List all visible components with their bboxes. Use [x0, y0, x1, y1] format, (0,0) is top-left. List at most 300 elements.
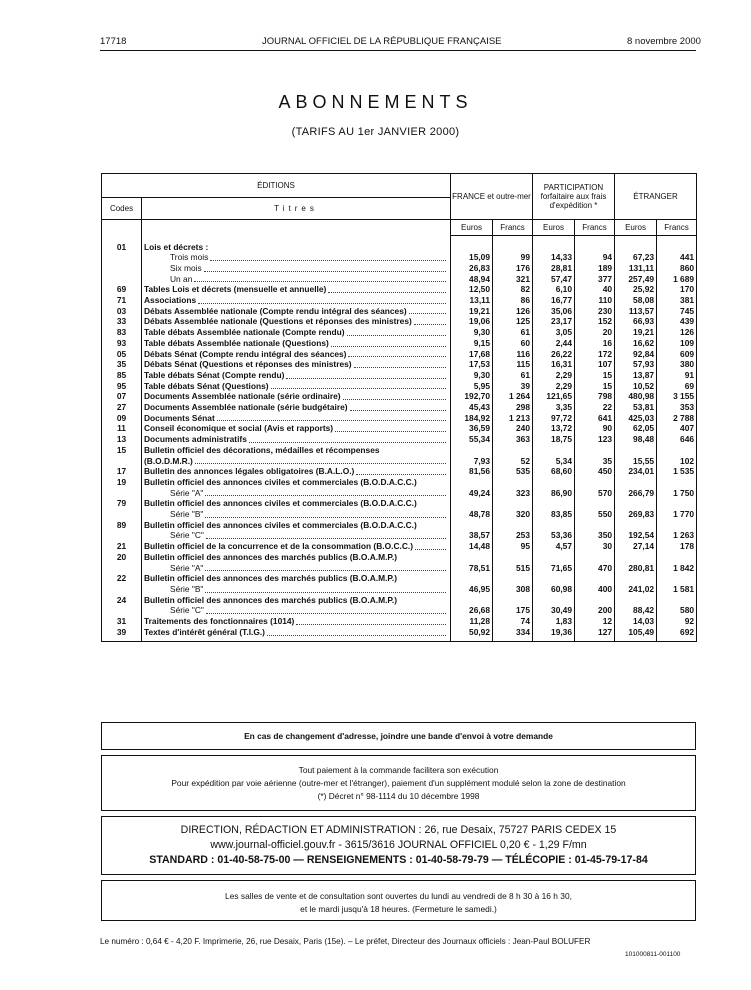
- price-e1: 26,68: [451, 605, 493, 616]
- price-e3: 88,42: [615, 605, 657, 616]
- price-e2: 6,10: [533, 284, 575, 295]
- price-e2: [533, 595, 575, 606]
- price-e2: 121,65: [533, 391, 575, 402]
- currency-euros: Euros: [615, 220, 657, 236]
- price-e1: 184,92: [451, 413, 493, 424]
- price-e3: 280,81: [615, 563, 657, 574]
- row-code: 13: [116, 434, 127, 445]
- row-title: Série "C": [170, 530, 204, 541]
- row-code: 35: [116, 359, 127, 370]
- row-title: Conseil économique et social (Avis et rapports): [144, 423, 334, 434]
- payment-line: Tout paiement à la commande facilitera son exécution: [298, 765, 499, 775]
- price-f3: 441: [657, 252, 697, 263]
- price-f3: 353: [657, 402, 697, 413]
- price-e3: 131,11: [615, 263, 657, 274]
- price-f1: 95: [493, 541, 533, 552]
- issue-date: 8 novembre 2000: [627, 36, 701, 47]
- row-title: Table débats Assemblée nationale (Compte rendu): [144, 327, 345, 338]
- price-f2: 90: [575, 423, 615, 434]
- row-code: 11: [117, 423, 126, 434]
- price-f1: 86: [493, 295, 533, 306]
- participation-header: PARTICIPATION forfaitaire aux frais d'expédition *: [533, 174, 615, 220]
- row-title: Débats Sénat (Compte rendu intégral des séances): [144, 348, 347, 359]
- row-title: Tables Lois et décrets (mensuelle et annuelle): [144, 284, 327, 295]
- price-e1: [451, 477, 493, 488]
- row-title: Documents Assemblée nationale (série ordinaire): [144, 391, 341, 402]
- price-f2: 200: [575, 605, 615, 616]
- row-code: 19: [116, 476, 127, 487]
- price-e3: [615, 242, 657, 253]
- page-title: ABONNEMENTS: [278, 92, 473, 112]
- price-f1: 61: [493, 327, 533, 338]
- table-row: [102, 306, 697, 317]
- price-f3: 109: [657, 338, 697, 349]
- table-row: [102, 252, 697, 263]
- row-code: 05: [116, 348, 127, 359]
- price-e3: 25,92: [615, 284, 657, 295]
- table-row: [102, 338, 697, 349]
- row-code: 69: [116, 284, 127, 295]
- price-f2: 94: [575, 252, 615, 263]
- table-row: [102, 242, 697, 253]
- table-row: [102, 627, 697, 638]
- price-e2: 19,36: [533, 627, 575, 638]
- table-row: [102, 295, 697, 306]
- row-code: 22: [116, 573, 127, 584]
- row-code: [102, 509, 142, 520]
- price-e3: 234,01: [615, 466, 657, 477]
- price-f2: 110: [575, 295, 615, 306]
- table-row: [102, 498, 697, 509]
- row-code: 95: [116, 380, 127, 391]
- currency-euros: Euros: [451, 220, 493, 236]
- row-title: Textes d'intérêt général (T.I.G.): [144, 626, 265, 637]
- row-title: Série "C": [170, 605, 204, 616]
- price-f3: 1 263: [657, 530, 697, 541]
- price-f2: [575, 552, 615, 563]
- price-e3: 192,54: [615, 530, 657, 541]
- price-e3: 19,21: [615, 327, 657, 338]
- price-f2: [575, 520, 615, 531]
- table-row: [102, 488, 697, 499]
- price-f2: 470: [575, 563, 615, 574]
- row-code: 01: [116, 241, 127, 252]
- price-f3: 69: [657, 381, 697, 392]
- price-f3: 91: [657, 370, 697, 381]
- price-e2: 1,83: [533, 616, 575, 627]
- price-f3: 178: [657, 541, 697, 552]
- row-title: Six mois: [170, 262, 202, 273]
- price-e3: 67,23: [615, 252, 657, 263]
- price-f3: 1 842: [657, 563, 697, 574]
- price-e2: 14,33: [533, 252, 575, 263]
- price-f1: 115: [493, 359, 533, 370]
- table-row: [102, 520, 697, 531]
- price-f2: 127: [575, 627, 615, 638]
- contact-web: www.journal-officiel.gouv.fr - 3615/3616 JOURNAL OFFICIEL 0,20 € - 1,29 F/mn: [210, 839, 587, 851]
- price-f1: [493, 520, 533, 531]
- price-f3: [657, 498, 697, 509]
- price-f1: 116: [493, 349, 533, 360]
- price-f1: 321: [493, 274, 533, 285]
- row-code: 20: [116, 551, 127, 562]
- row-code: [102, 263, 142, 274]
- price-e1: 17,53: [451, 359, 493, 370]
- price-e2: 71,65: [533, 563, 575, 574]
- table-row: [102, 402, 697, 413]
- price-e3: 15,55: [615, 456, 657, 467]
- row-title: Associations: [144, 295, 197, 306]
- price-f2: [575, 573, 615, 584]
- etranger-header: ÉTRANGER: [615, 174, 697, 220]
- price-e1: 81,56: [451, 466, 493, 477]
- price-e2: 5,34: [533, 456, 575, 467]
- currency-francs: Francs: [657, 220, 697, 236]
- table-row: [102, 359, 697, 370]
- price-f1: 60: [493, 338, 533, 349]
- price-f1: 308: [493, 584, 533, 595]
- price-e2: 4,57: [533, 541, 575, 552]
- price-f1: 39: [493, 381, 533, 392]
- row-title: Table débats Sénat (Questions): [144, 380, 269, 391]
- row-title: Trois mois: [170, 252, 209, 263]
- price-e2: 53,36: [533, 530, 575, 541]
- price-f2: 377: [575, 274, 615, 285]
- price-f1: [493, 552, 533, 563]
- price-e2: 26,22: [533, 349, 575, 360]
- price-e1: 12,50: [451, 284, 493, 295]
- row-title: Documents administratifs: [144, 434, 247, 445]
- price-e1: [451, 552, 493, 563]
- price-e1: 46,95: [451, 584, 493, 595]
- row-code: [102, 488, 142, 499]
- price-e2: 86,90: [533, 488, 575, 499]
- price-e3: [615, 445, 657, 456]
- row-title: Bulletin officiel des annonces civiles et commerciales (B.O.D.A.C.C.): [144, 476, 417, 487]
- price-f3: [657, 520, 697, 531]
- price-f3: 126: [657, 327, 697, 338]
- price-e2: 97,72: [533, 413, 575, 424]
- price-f1: 535: [493, 466, 533, 477]
- price-e1: 9,30: [451, 327, 493, 338]
- price-f1: 363: [493, 434, 533, 445]
- table-row: [102, 263, 697, 274]
- row-code: [102, 252, 142, 263]
- price-f1: [493, 477, 533, 488]
- price-e1: 7,93: [451, 456, 493, 467]
- price-e3: 14,03: [615, 616, 657, 627]
- header-rule: [100, 50, 696, 51]
- price-f1: [493, 595, 533, 606]
- price-f3: 439: [657, 316, 697, 327]
- price-f1: 1 264: [493, 391, 533, 402]
- price-f1: 323: [493, 488, 533, 499]
- price-f1: 320: [493, 509, 533, 520]
- row-code: 31: [116, 616, 127, 627]
- table-row: [102, 605, 697, 616]
- row-code: 33: [116, 316, 127, 327]
- row-title: Un an: [170, 273, 193, 284]
- row-code: 21: [116, 541, 127, 552]
- price-e1: 17,68: [451, 349, 493, 360]
- price-f2: 570: [575, 488, 615, 499]
- price-f2: 550: [575, 509, 615, 520]
- row-title: Lois et décrets :: [144, 241, 209, 252]
- price-f1: 176: [493, 263, 533, 274]
- price-f1: [493, 498, 533, 509]
- row-code: 27: [116, 402, 127, 413]
- price-e2: 2,29: [533, 381, 575, 392]
- row-title: Bulletin officiel des annonces civiles et commerciales (B.O.D.A.C.C.): [144, 498, 417, 509]
- price-f3: 860: [657, 263, 697, 274]
- row-title: Débats Assemblée nationale (Questions et réponses des ministres): [144, 316, 412, 327]
- price-f3: 380: [657, 359, 697, 370]
- footer-reference: 101000811-001100: [625, 951, 681, 958]
- price-e1: [451, 445, 493, 456]
- price-e1: 38,57: [451, 530, 493, 541]
- table-row: [102, 349, 697, 360]
- price-f2: 641: [575, 413, 615, 424]
- price-e1: 11,28: [451, 616, 493, 627]
- price-e1: 48,94: [451, 274, 493, 285]
- row-title: Documents Sénat: [144, 412, 215, 423]
- table-row: [102, 573, 697, 584]
- price-f1: 175: [493, 605, 533, 616]
- price-e3: 269,83: [615, 509, 657, 520]
- table-row: [102, 284, 697, 295]
- table-row: [102, 541, 697, 552]
- price-f3: [657, 552, 697, 563]
- price-e1: 19,06: [451, 316, 493, 327]
- price-f2: 20: [575, 327, 615, 338]
- price-e1: 50,92: [451, 627, 493, 638]
- price-f1: [493, 445, 533, 456]
- price-f3: 1 581: [657, 584, 697, 595]
- price-e3: [615, 520, 657, 531]
- price-e1: 19,21: [451, 306, 493, 317]
- price-f3: [657, 445, 697, 456]
- price-e2: 30,49: [533, 605, 575, 616]
- price-e2: 2,29: [533, 370, 575, 381]
- row-code: 71: [116, 295, 127, 306]
- price-e2: [533, 552, 575, 563]
- table-row: [102, 563, 697, 574]
- row-title: Série "A": [170, 487, 204, 498]
- price-e3: [615, 573, 657, 584]
- table-row: [102, 477, 697, 488]
- row-title: Série "A": [170, 562, 204, 573]
- currency-euros: Euros: [533, 220, 575, 236]
- price-f2: 189: [575, 263, 615, 274]
- price-e1: [451, 520, 493, 531]
- price-f2: 12: [575, 616, 615, 627]
- table-row: [102, 552, 697, 563]
- row-title: Bulletin officiel des décorations, médailles et récompenses: [144, 444, 380, 455]
- price-f2: 172: [575, 349, 615, 360]
- table-row: [102, 434, 697, 445]
- price-f3: [657, 595, 697, 606]
- price-f1: 298: [493, 402, 533, 413]
- price-f2: 123: [575, 434, 615, 445]
- price-e2: [533, 242, 575, 253]
- price-f3: 92: [657, 616, 697, 627]
- price-e3: 53,81: [615, 402, 657, 413]
- currency-francs: Francs: [493, 220, 533, 236]
- price-e3: 57,93: [615, 359, 657, 370]
- row-title: Bulletin des annonces légales obligatoires (B.A.L.O.): [144, 466, 355, 477]
- footer-imprint: Le numéro : 0,64 € - 4,20 F. Imprimerie, 26, rue Desaix, Paris (15e). – Le préfet, Directeur des Journaux officiels : Jean-Paul BOLUFER: [100, 937, 591, 946]
- table-row: [102, 595, 697, 606]
- price-e2: 16,31: [533, 359, 575, 370]
- price-e2: 28,81: [533, 263, 575, 274]
- table-row: [102, 509, 697, 520]
- price-f1: 52: [493, 456, 533, 467]
- price-e1: 9,15: [451, 338, 493, 349]
- price-e1: 78,51: [451, 563, 493, 574]
- price-f3: 745: [657, 306, 697, 317]
- price-f3: 1 689: [657, 274, 697, 285]
- price-f3: [657, 242, 697, 253]
- price-e3: 480,98: [615, 391, 657, 402]
- payment-notice-box: [101, 755, 696, 811]
- row-code: 09: [116, 412, 127, 423]
- price-e2: 35,06: [533, 306, 575, 317]
- price-e1: 192,70: [451, 391, 493, 402]
- row-title: Bulletin officiel de la concurrence et de la consommation (B.O.C.C.): [144, 541, 413, 552]
- price-e2: 3,05: [533, 327, 575, 338]
- row-title: Table débats Assemblée nationale (Questions): [144, 337, 329, 348]
- price-e3: 16,62: [615, 338, 657, 349]
- row-title: Bulletin officiel des annonces civiles et commerciales (B.O.D.A.C.C.): [144, 519, 417, 530]
- price-e1: 55,34: [451, 434, 493, 445]
- page-number: 17718: [100, 36, 127, 47]
- table-row: [102, 616, 697, 627]
- row-code: [102, 530, 142, 541]
- price-e2: 68,60: [533, 466, 575, 477]
- price-f1: 74: [493, 616, 533, 627]
- row-code: 03: [116, 305, 127, 316]
- price-f3: 1 535: [657, 466, 697, 477]
- price-f1: 82: [493, 284, 533, 295]
- row-code: [102, 584, 142, 595]
- row-title: Traitements des fonctionnaires (1014): [144, 616, 295, 627]
- price-f3: 381: [657, 295, 697, 306]
- price-f2: [575, 595, 615, 606]
- table-row: [102, 316, 697, 327]
- france-header: FRANCE et outre-mer: [451, 174, 533, 220]
- price-e1: 36,59: [451, 423, 493, 434]
- row-code: 24: [116, 594, 127, 605]
- price-e1: 13,11: [451, 295, 493, 306]
- price-e3: 113,57: [615, 306, 657, 317]
- price-f2: 798: [575, 391, 615, 402]
- row-code: 07: [116, 391, 127, 402]
- decree-note: (*) Décret n° 98-1114 du 10 décembre 1998: [317, 791, 480, 801]
- table-row: [102, 445, 697, 456]
- row-code: [102, 274, 142, 285]
- contact-phones: STANDARD : 01-40-58-75-00 — RENSEIGNEMENTS : 01-40-58-79-79 — TÉLÉCOPIE : 01-45-79-17-84: [149, 854, 648, 866]
- price-e2: 57,47: [533, 274, 575, 285]
- address-notice: En cas de changement d'adresse, joindre une bande d'envoi à votre demande: [244, 731, 553, 741]
- price-f2: 152: [575, 316, 615, 327]
- price-f1: 240: [493, 423, 533, 434]
- price-e2: 23,17: [533, 316, 575, 327]
- price-e2: 13,72: [533, 423, 575, 434]
- price-e2: [533, 573, 575, 584]
- price-f2: 16: [575, 338, 615, 349]
- price-f2: 30: [575, 541, 615, 552]
- price-e2: [533, 445, 575, 456]
- row-code: [102, 456, 142, 467]
- price-f2: [575, 498, 615, 509]
- price-f1: 61: [493, 370, 533, 381]
- price-f1: 126: [493, 306, 533, 317]
- price-f2: 40: [575, 284, 615, 295]
- page-subtitle: (TARIFS AU 1er JANVIER 2000): [291, 126, 460, 138]
- price-e1: 5,95: [451, 381, 493, 392]
- table-row: [102, 456, 697, 467]
- price-e2: 83,85: [533, 509, 575, 520]
- price-f3: 609: [657, 349, 697, 360]
- price-f2: [575, 242, 615, 253]
- sales-hours-tuesday: et le mardi jusqu'à 18 heures. (Fermeture le samedi.): [300, 904, 497, 914]
- price-f3: 2 788: [657, 413, 697, 424]
- sales-box: [101, 880, 696, 921]
- row-code: 89: [116, 519, 127, 530]
- price-e3: 98,48: [615, 434, 657, 445]
- price-f3: 170: [657, 284, 697, 295]
- price-e1: 45,43: [451, 402, 493, 413]
- price-f3: 1 770: [657, 509, 697, 520]
- price-e3: 92,84: [615, 349, 657, 360]
- row-title: Débats Sénat (Questions et réponses des ministres): [144, 359, 352, 370]
- price-e3: 241,02: [615, 584, 657, 595]
- price-e1: 9,30: [451, 370, 493, 381]
- row-code: 83: [116, 327, 127, 338]
- currency-francs: Francs: [575, 220, 615, 236]
- price-e1: 48,78: [451, 509, 493, 520]
- price-f3: 3 155: [657, 391, 697, 402]
- price-e1: 15,09: [451, 252, 493, 263]
- price-f1: 99: [493, 252, 533, 263]
- price-e3: 257,49: [615, 274, 657, 285]
- row-code: [102, 563, 142, 574]
- row-code: [102, 605, 142, 616]
- price-e3: 27,14: [615, 541, 657, 552]
- table-row: [102, 530, 697, 541]
- price-f2: 22: [575, 402, 615, 413]
- table-row: [102, 274, 697, 285]
- address-notice-box: [101, 722, 696, 750]
- payment-line: Pour expédition par voie aérienne (outre-mer et l'étranger), paiement d'un supplément modulé selon la zone de destination: [171, 778, 626, 788]
- price-f3: 1 750: [657, 488, 697, 499]
- price-f2: 450: [575, 466, 615, 477]
- price-e3: 62,05: [615, 423, 657, 434]
- row-code: 15: [116, 444, 127, 455]
- price-f3: 102: [657, 456, 697, 467]
- row-code: 93: [116, 337, 127, 348]
- row-code: 85: [116, 369, 127, 380]
- price-e3: 105,49: [615, 627, 657, 638]
- table-row: [102, 327, 697, 338]
- row-title: Table débats Sénat (Compte rendu): [144, 369, 285, 380]
- row-title: Bulletin officiel des annonces des marchés publics (B.O.A.M.P.): [144, 551, 398, 562]
- sales-hours: Les salles de vente et de consultation sont ouvertes du lundi au vendredi de 8 h 30 à 16 h 30,: [225, 891, 572, 901]
- table-row: [102, 381, 697, 392]
- row-code: 79: [116, 498, 127, 509]
- price-e1: [451, 242, 493, 253]
- price-f3: 646: [657, 434, 697, 445]
